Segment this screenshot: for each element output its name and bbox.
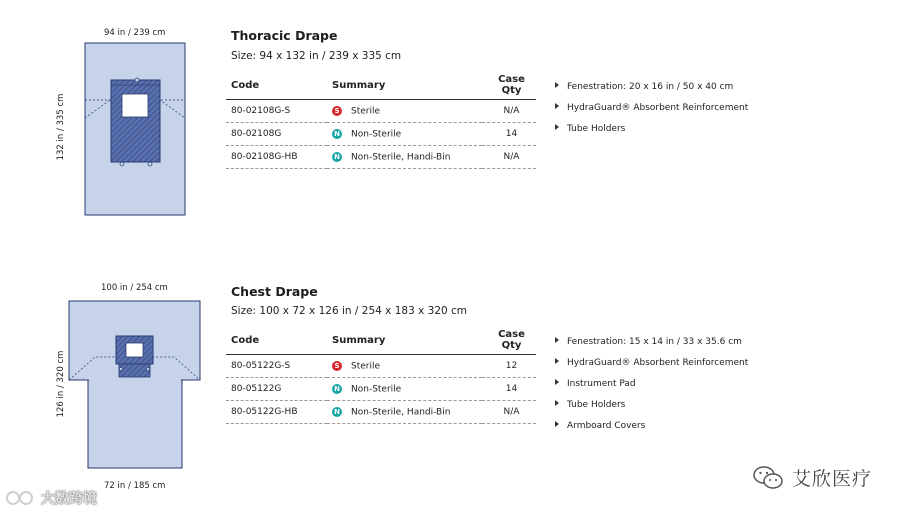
non-sterile-badge-icon: N (332, 152, 342, 162)
sterile-badge-icon: S (332, 361, 342, 371)
dimension-top-label: 100 in / 254 cm (101, 283, 168, 293)
watermark-logo-icon (6, 490, 36, 506)
case-qty: 14 (482, 378, 536, 401)
product-title: Thoracic Drape (231, 28, 338, 43)
product-size: Size: 94 x 132 in / 239 x 335 cm (231, 50, 402, 62)
case-qty: 12 (482, 355, 536, 378)
fenestration (126, 343, 143, 357)
watermark-right (752, 464, 872, 491)
non-sterile-badge-icon: N (332, 384, 342, 394)
non-sterile-badge-icon: N (332, 407, 342, 417)
feature-list (555, 336, 748, 441)
spec-table-header (226, 329, 536, 355)
sterile-badge-icon: S (332, 106, 342, 116)
summary-text: Non-Sterile, Handi-Bin (351, 152, 451, 163)
summary-text: Non-Sterile, Handi-Bin (351, 407, 451, 418)
table-row (226, 355, 536, 378)
feature-item: Tube Holders (555, 123, 748, 144)
table-row (226, 401, 536, 424)
feature-item: HydraGuard® Absorbent Reinforcement (555, 102, 748, 123)
product-code: 80-05122G-HB (226, 401, 327, 424)
header-case-qty: Case Qty (482, 329, 536, 355)
bullet-arrow-icon (555, 337, 559, 343)
watermark-left (6, 488, 97, 508)
product-code: 80-05122G-S (226, 355, 327, 378)
feature-item: Armboard Covers (555, 420, 748, 441)
summary-text: Non-Sterile (351, 129, 402, 140)
product-code: 80-05122G (226, 378, 327, 401)
product-code: 80-02108G-S (226, 100, 327, 123)
case-qty: N/A (482, 146, 536, 169)
case-qty: N/A (482, 401, 536, 424)
spec-table (226, 329, 536, 424)
dimension-side-label: 126 in / 320 cm (56, 350, 66, 418)
table-row (226, 378, 536, 401)
header-case-qty: Case Qty (482, 74, 536, 100)
dimension-bottom-label: 72 in / 185 cm (104, 481, 166, 491)
bullet-arrow-icon (555, 358, 559, 364)
feature-item: Fenestration: 20 x 16 in / 50 x 40 cm (555, 81, 748, 102)
case-qty: 14 (482, 123, 536, 146)
case-qty: N/A (482, 100, 536, 123)
summary-cell (327, 355, 482, 378)
feature-item: Instrument Pad (555, 378, 748, 399)
product-size: Size: 100 x 72 x 126 in / 254 x 183 x 320 cm (231, 305, 468, 317)
summary-text: Sterile (351, 361, 381, 372)
header-summary: Summary (327, 329, 482, 355)
watermark-left-text: 大数跨境 (40, 491, 97, 507)
summary-text: Non-Sterile (351, 384, 402, 395)
wechat-icon (752, 465, 784, 491)
feature-item: Fenestration: 15 x 14 in / 33 x 35.6 cm (555, 336, 748, 357)
watermark-right-text: 艾欣医疗 (792, 468, 873, 490)
header-code: Code (226, 74, 327, 100)
summary-text: Sterile (351, 106, 381, 117)
header-code: Code (226, 329, 327, 355)
summary-cell (327, 378, 482, 401)
feature-item: HydraGuard® Absorbent Reinforcement (555, 357, 748, 378)
drape-lower-outline (88, 380, 182, 468)
product-code: 80-02108G-HB (226, 146, 327, 169)
feature-item: Tube Holders (555, 399, 748, 420)
bullet-arrow-icon (555, 421, 559, 427)
non-sterile-badge-icon: N (332, 129, 342, 139)
product-title: Chest Drape (231, 284, 318, 299)
dimension-side-label: 132 in / 335 cm (56, 93, 66, 161)
bullet-arrow-icon (555, 379, 559, 385)
product-code: 80-02108G (226, 123, 327, 146)
chest-drape-diagram (0, 0, 215, 518)
summary-cell (327, 401, 482, 424)
header-summary: Summary (327, 74, 482, 100)
dimension-top-label: 94 in / 239 cm (104, 28, 166, 38)
bullet-arrow-icon (555, 400, 559, 406)
